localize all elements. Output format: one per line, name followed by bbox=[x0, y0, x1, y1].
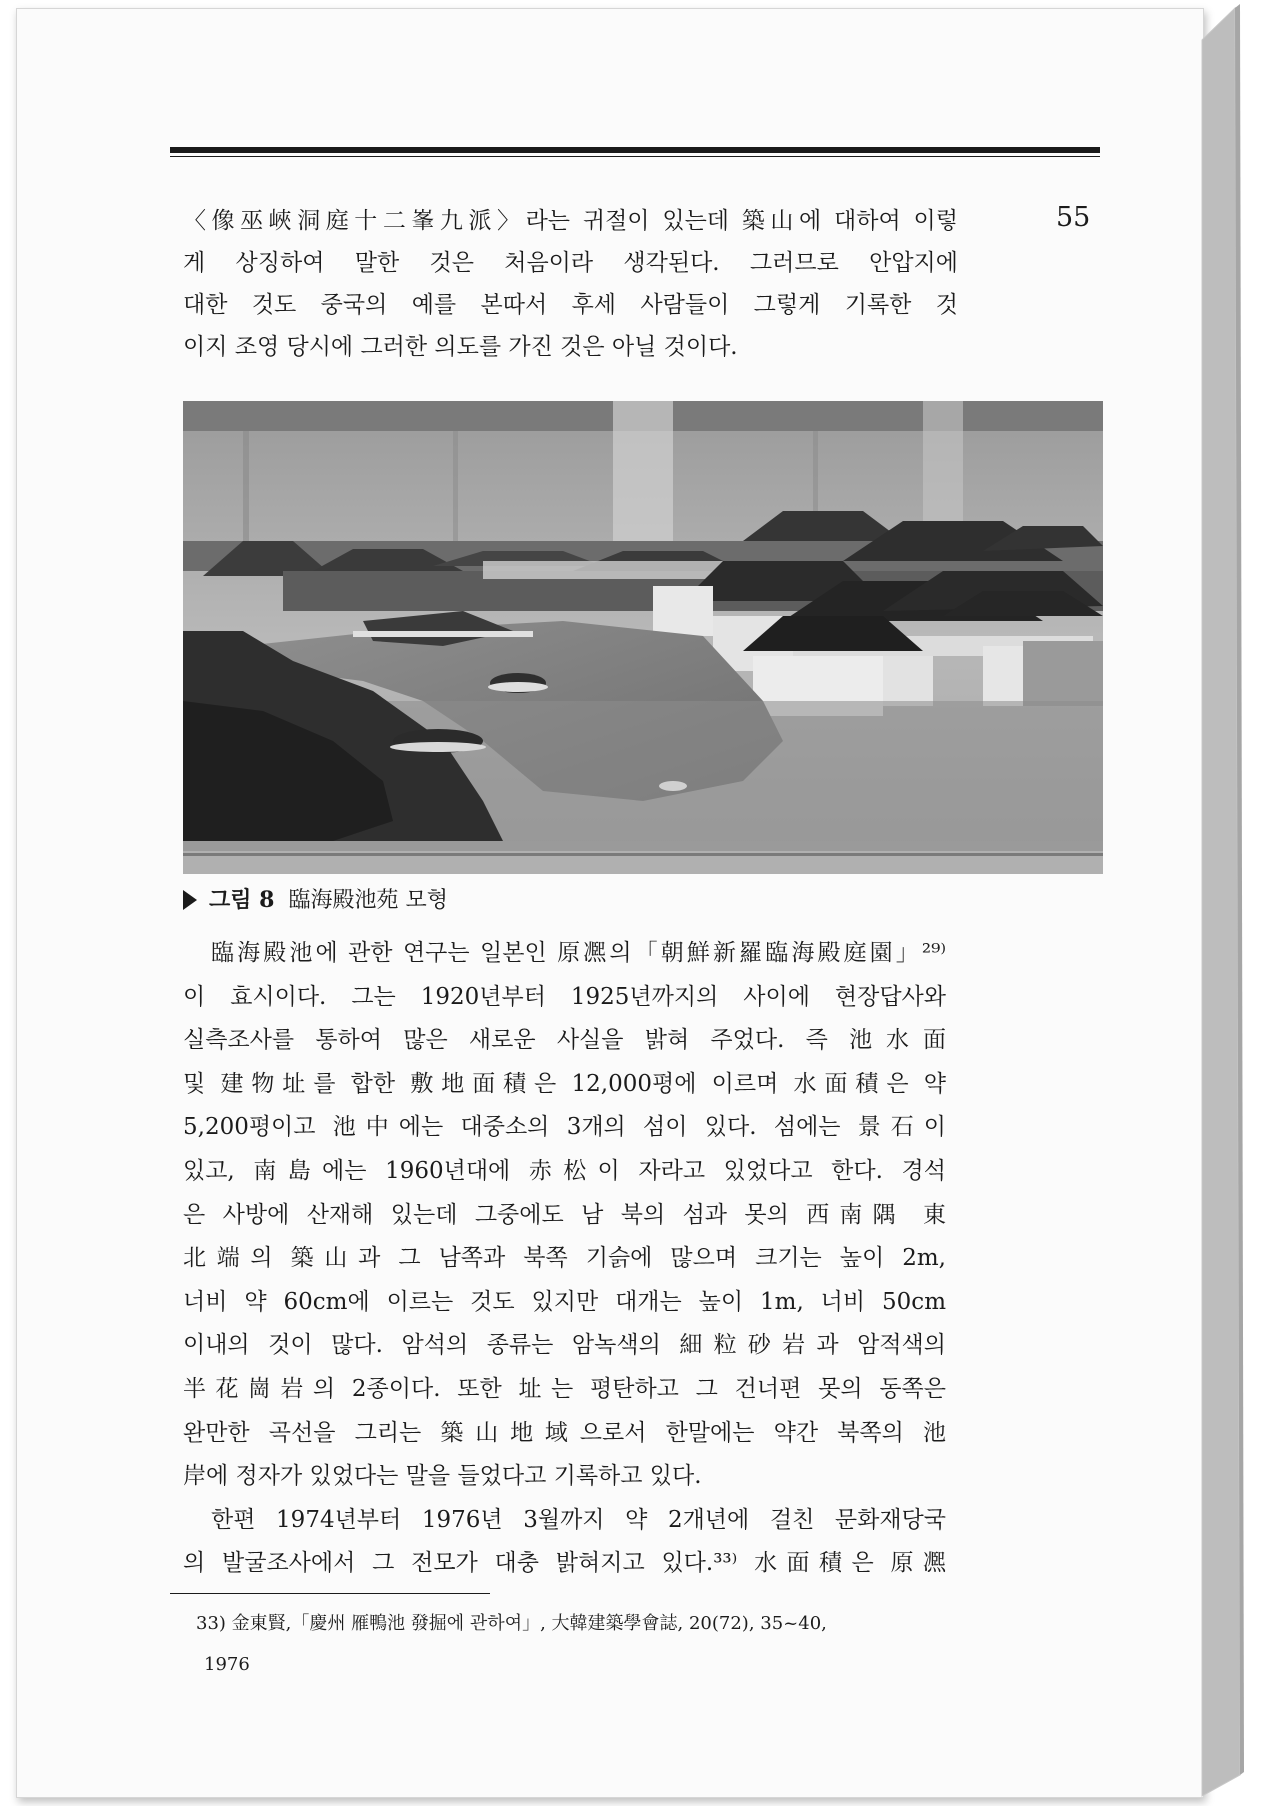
footnote bbox=[196, 1603, 986, 1685]
figure-label: 그림 8 bbox=[209, 887, 275, 913]
text-line: 너비 약 60cm에 이르는 것도 있지만 대개는 높이 1m, 너비 50cm bbox=[183, 1288, 946, 1315]
page-number: 55 bbox=[1056, 202, 1091, 233]
header-rule-thin bbox=[170, 156, 1100, 157]
footnote-rule bbox=[170, 1593, 490, 1594]
figure-caption-text: 臨海殿池苑 모형 bbox=[288, 888, 448, 913]
text-line: 이내의 것이 많다. 암석의 종류는 암녹색의 細粒砂岩과 암적색의 bbox=[183, 1332, 946, 1359]
footnote-line: 1976 bbox=[204, 1654, 250, 1675]
palace-model-photo bbox=[183, 401, 1103, 874]
text-line: 있고, 南島에는 1960년대에 赤松이 자라고 있었다고 한다. 경석 bbox=[183, 1157, 946, 1184]
text-line: 한편 1974년부터 1976년 3월까지 약 2개년에 걸친 문화재당국 bbox=[211, 1506, 946, 1533]
text-line: 은 사방에 산재해 있는데 그중에도 남 북의 섬과 못의 西南隅 東 bbox=[183, 1201, 946, 1228]
text-line: 실측조사를 통하여 많은 새로운 사실을 밝혀 주었다. 즉 池水面 bbox=[183, 1027, 946, 1054]
text-line: 臨海殿池에 관한 연구는 일본인 原凞의「朝鮮新羅臨海殿庭園」²⁹⁾ bbox=[211, 940, 946, 966]
figure-caption bbox=[183, 885, 448, 916]
text-line: 岸에 정자가 있었다는 말을 들었다고 기록하고 있다. bbox=[183, 1463, 702, 1490]
text-line: 의 발굴조사에서 그 전모가 대충 밝혀지고 있다.³³⁾ 水面積은 原凞 bbox=[183, 1550, 946, 1577]
intro-paragraph bbox=[183, 200, 958, 368]
header-rule-thick bbox=[170, 147, 1100, 153]
text-line: 半花崗岩의 2종이다. 또한 址는 평탄하고 그 건너편 못의 동쪽은 bbox=[183, 1375, 946, 1402]
text-line: 〈像巫峽洞庭十二峯九派〉라는 귀절이 있는데 築山에 대하여 이렇 bbox=[183, 208, 958, 234]
text-line: 5,200평이고 池中에는 대중소의 3개의 섬이 있다. 섬에는 景石이 bbox=[183, 1114, 946, 1141]
text-line: 이지 조영 당시에 그러한 의도를 가진 것은 아닐 것이다. bbox=[183, 334, 738, 360]
figure-photo bbox=[183, 401, 1103, 874]
footnote-line: 33) 金東賢,「慶州 雁鴨池 發掘에 관하여」, 大韓建築學會誌, 20(72), 35~40, bbox=[196, 1613, 827, 1634]
body-text bbox=[183, 932, 946, 1586]
text-line: 北端의 築山과 그 남쪽과 북쪽 기슭에 많으며 크기는 높이 2m, bbox=[183, 1245, 946, 1272]
text-line: 게 상징하여 말한 것은 처음이라 생각된다. 그러므로 안압지에 bbox=[183, 250, 958, 276]
text-line: 대한 것도 중국의 예를 본따서 후세 사람들이 그렇게 기록한 것 bbox=[183, 292, 958, 318]
caption-triangle-icon bbox=[183, 890, 197, 910]
text-line: 완만한 곡선을 그리는 築山地域으로서 한말에는 약간 북쪽의 池 bbox=[183, 1419, 946, 1446]
text-line: 및 建物址를 합한 敷地面積은 12,000평에 이르며 水面積은 약 bbox=[183, 1070, 946, 1097]
text-line: 이 효시이다. 그는 1920년부터 1925년까지의 사이에 현장답사와 bbox=[183, 983, 946, 1010]
